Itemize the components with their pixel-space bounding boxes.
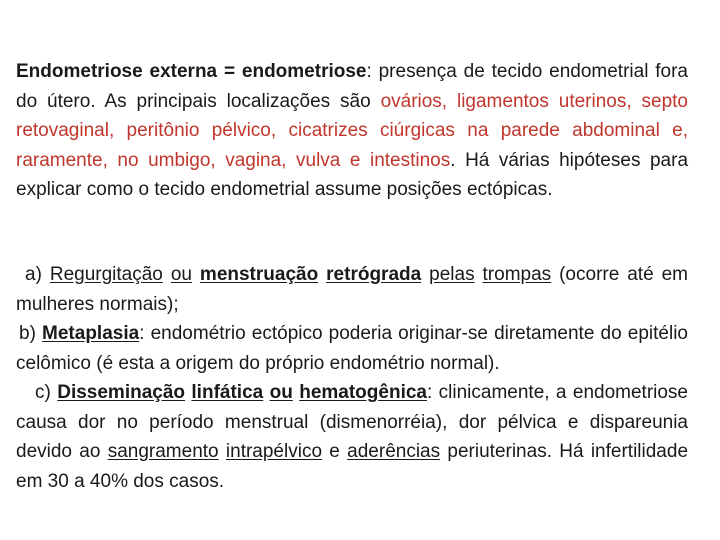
hypothesis-c-prefix: c) [35,382,58,403]
emphasized-term: pelas [429,264,475,285]
emphasized-term: Regurgitação [49,264,163,285]
spacer [163,264,171,285]
definition-text: : presença de tecido endometrial fora do útero. As principais localizações são [16,61,688,112]
hypothesis-b [16,319,688,378]
definition-block [16,57,688,205]
hypothesis-c-text: : clinicamente, a endometriose causa dor no período menstrual (dismenorréia), dor pélvica e dispareunia devido ao [16,382,688,462]
emphasized-term: linfática [191,382,264,403]
emphasized-term: Metaplasia [42,323,140,344]
emphasized-term: menstruação [199,264,319,285]
emphasized-term: hematogênica [299,382,427,403]
definition-paragraph [16,57,688,205]
spacer [421,264,429,285]
spacer [318,264,326,285]
emphasized-term: intrapélvico [225,441,323,462]
spacer [192,264,200,285]
emphasized-term: trompas [482,264,552,285]
emphasized-term: e [322,441,348,462]
spacer [475,264,483,285]
definition-end-text: . Há várias hipóteses para explicar como o tecido endometrial assume posições ectópicas. [16,149,689,200]
locations-text: ovários, ligamentos uterinos, septo retovaginal, peritônio pélvico, cicatrizes ciúrgicas na parede abdominal e, raramente, no umbigo, vagina, vulva e intestinos [16,90,688,171]
hypothesis-b-prefix: b) [19,323,43,344]
emphasized-term: sangramento [107,441,219,462]
spacer [219,441,226,462]
hypothesis-c-after: periuterinas. Há infertilidade em 30 a 40% dos casos. [16,441,689,492]
term-heading: Endometriose externa = endometriose [16,61,367,82]
emphasized-term: ou [170,264,192,285]
hypotheses-block [16,260,688,496]
emphasized-term: Disseminação [57,382,186,403]
hypothesis-a-prefix: a) [25,264,50,285]
hypothesis-a-text: (ocorre até em mulheres normais); [16,264,688,315]
hypothesis-b-text: : endométrio ectópico poderia originar-se diretamente do epitélio celômico (é esta a origem do próprio endométrio normal). [16,323,688,374]
hypothesis-c [16,378,688,496]
emphasized-term: retrógrada [326,264,422,285]
emphasized-term: aderências [347,441,441,462]
hypothesis-a [16,260,688,319]
emphasized-term: ou [269,382,293,403]
